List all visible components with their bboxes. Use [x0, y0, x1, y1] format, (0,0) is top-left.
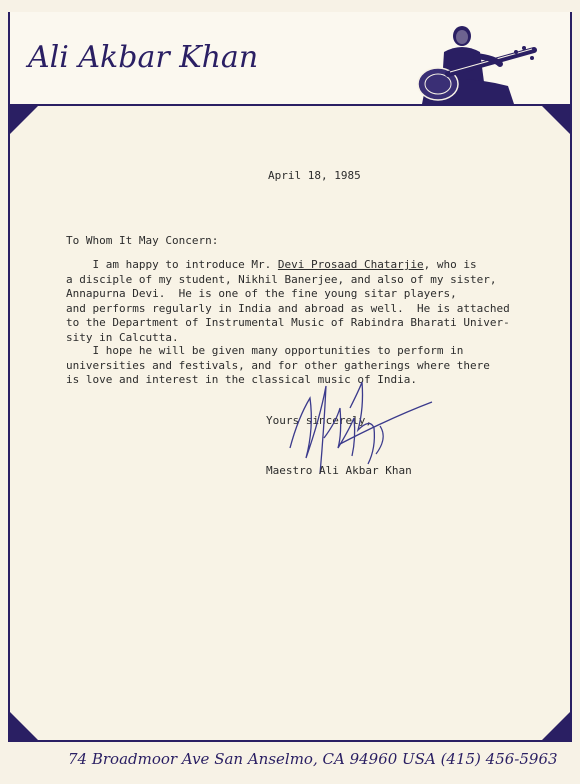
- paragraph-2-line-3: is love and interest in the classical music of India.: [66, 373, 417, 387]
- frame-line-bottom: [8, 740, 572, 742]
- paragraph-1-line-1-end: , who is: [423, 258, 477, 271]
- letter-paragraph-1: [66, 258, 510, 346]
- paragraph-1-line-1-start: I am happy to introduce Mr.: [66, 258, 278, 271]
- paragraph-1-line-6: sity in Calcutta.: [66, 330, 179, 344]
- letter-signer: Maestro Ali Akbar Khan: [266, 464, 412, 477]
- frame-line-left: [8, 12, 10, 742]
- letter-closing: Yours sincerely,: [266, 414, 372, 427]
- paragraph-2-line-2: universities and festivals, and for other gatherings where there: [66, 358, 490, 372]
- sitar-player-illustration: [404, 22, 540, 106]
- footer-address: 74 Broadmoor Ave San Anselmo, CA 94960 USA (415) 456-5963: [68, 750, 558, 768]
- paragraph-1-line-5: to the Department of Instrumental Music of Rabindra Bharati Univer-: [66, 316, 510, 330]
- frame-line-right: [570, 12, 572, 742]
- paragraph-2-line-1: I hope he will be given many opportunities to perform in: [66, 344, 464, 357]
- letter-salutation: To Whom It May Concern:: [66, 234, 219, 247]
- letter-date: April 18, 1985: [268, 169, 361, 182]
- paragraph-1-line-3: Annapurna Devi. He is one of the fine young sitar players,: [66, 287, 457, 301]
- paragraph-1-line-2: a disciple of my student, Nikhil Banerjee, and also of my sister,: [66, 272, 497, 286]
- letterhead-name: Ali Akbar Khan: [28, 40, 259, 75]
- paragraph-1-line-4: and performs regularly in India and abroad as well. He is attached: [66, 301, 510, 315]
- introduced-person-name: Devi Prosaad Chatarjie: [277, 258, 424, 271]
